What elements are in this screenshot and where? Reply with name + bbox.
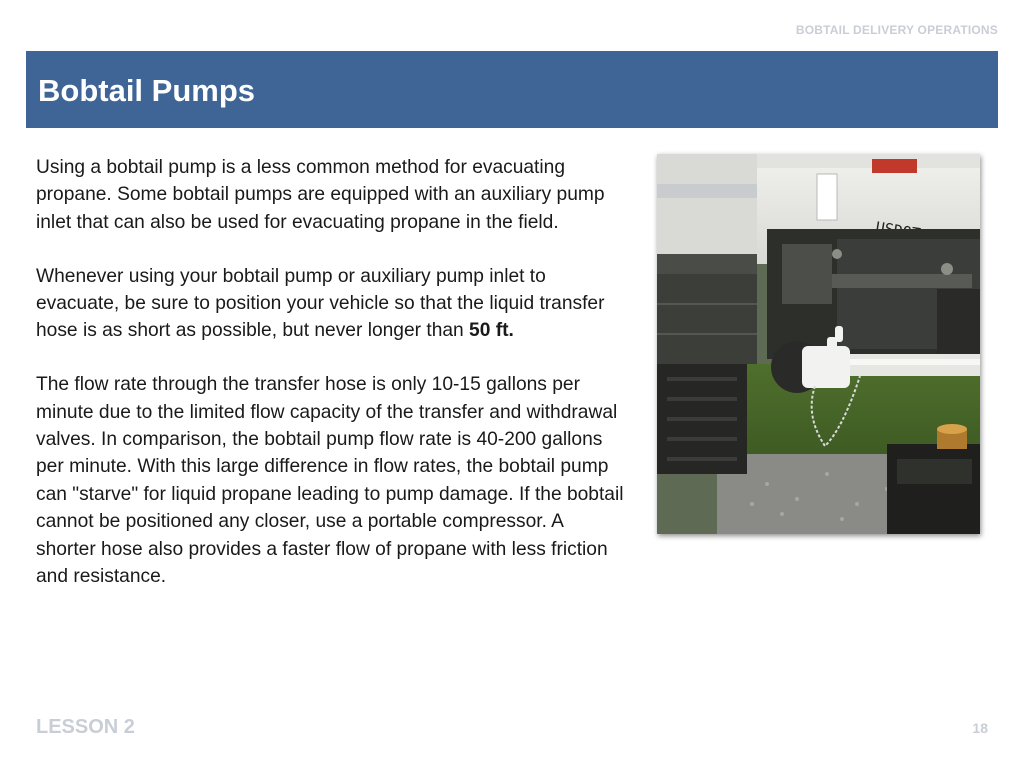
hose-length-limit: 50 ft.: [469, 320, 514, 342]
page-number: 18: [972, 720, 988, 736]
slide-title: Bobtail Pumps: [38, 73, 256, 108]
paragraph-2-text: Whenever using your bobtail pump or auxiliary pump inlet to evacuate, be sure to position your vehicle so that the liquid transfer hose is as short as possible, but never longer than: [36, 265, 605, 342]
paragraph-3: The flow rate through the transfer hose is only 10-15 gallons per minute due to the limited flow capacity of the transfer and withdrawal valves. In comparison, the bobtail pump flow rate is 40-200 gallons per minute. With this large difference in flow rates, the bobtail pump can "starve" for liquid propane leading to pump damage. If the bobtail cannot be positioned any closer, use a portable compressor. A shorter hose also provides a faster flow of propane with less friction and resistance.: [36, 374, 624, 588]
paragraph-2: [36, 263, 624, 345]
paragraph-1: Using a bobtail pump is a less common method for evacuating propane. Some bobtail pumps are equipped with an auxiliary pump inlet that can also be used for evacuating propane in the field.: [36, 157, 605, 233]
title-bar: [26, 51, 998, 128]
body-text: [36, 154, 624, 617]
course-header-label: BOBTAIL DELIVERY OPERATIONS: [795, 23, 998, 37]
lesson-label: LESSON 2: [36, 716, 135, 738]
bobtail-truck-photo: [657, 154, 980, 534]
